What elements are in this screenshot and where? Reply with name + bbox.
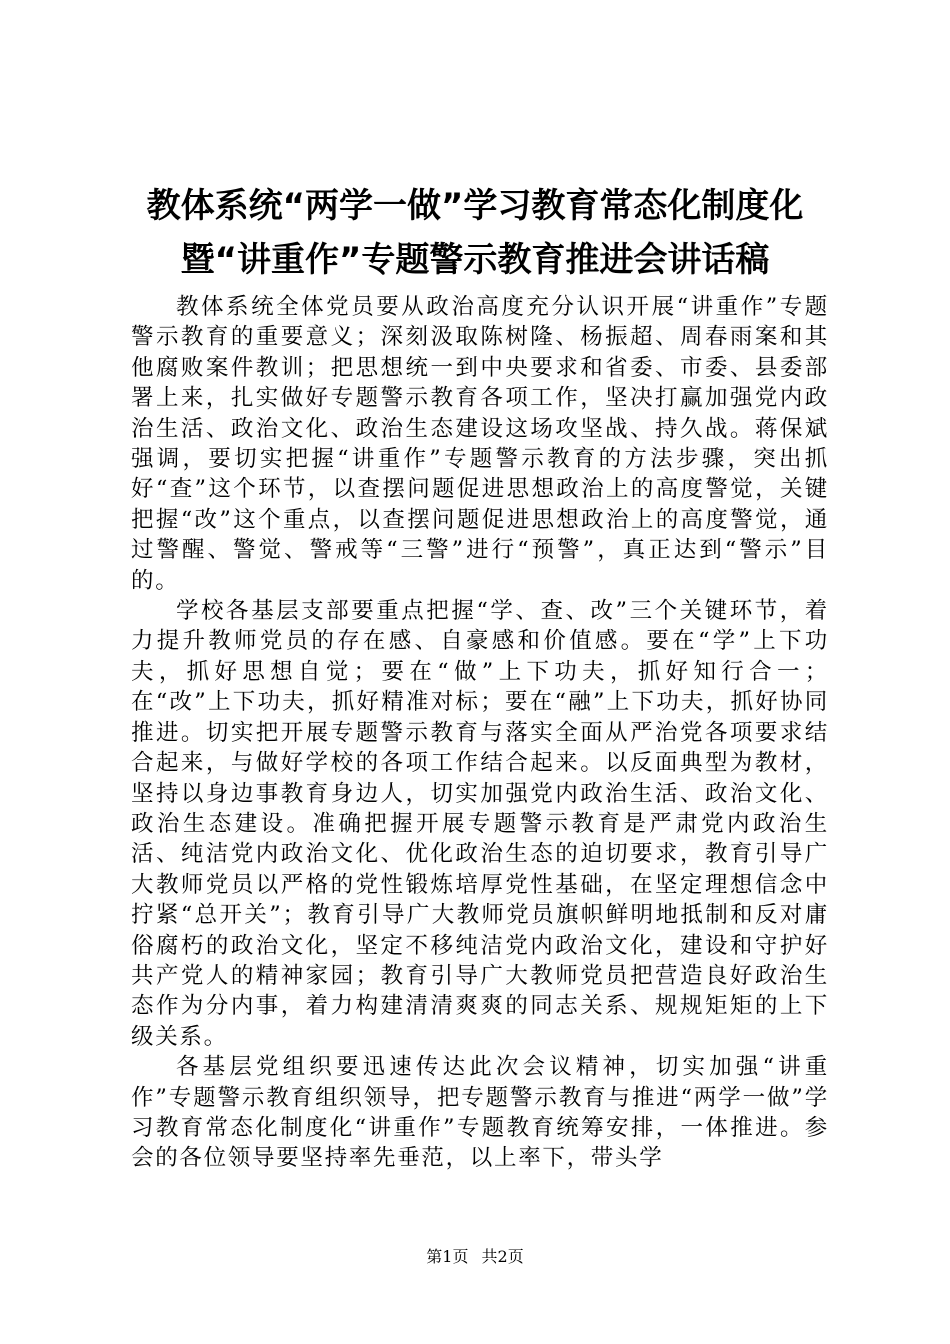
body-paragraph-2: 学校各基层支部要重点把握“学、查、改”三个关键环节，着力提升教师党员的存在感、自豪感和价值感。要在“学”上下功夫，抓好思想自觉；要在“做”上下功夫，抓好知行合一；在“改”上下功夫，抓好精准对标；要在“融”上下功夫，抓好协同推进。切实把开展专题警示教育与落实全面从严治党各项要求结合起来，与做好学校的各项工作结合起来。以反面典型为教材，坚持以身边事教育身边人，切实加强党内政治生活、政治文化、政治生态建设。准确把握开展专题警示教育是严肃党内政治生活、纯洁党内政治文化、优化政治生态的迫切要求，教育引导广大教师党员以严格的党性锻炼培厚党性基础，在坚定理想信念中拧紧“总开关”；教育引导广大教师党员旗帜鲜明地抵制和反对庸俗腐朽的政治文化，坚定不移纯洁党内政治文化，建设和守护好共产党人的精神家园；教育引导广大教师党员把营造良好政治生态作为分内事，着力构建清清爽爽的同志关系、规规矩矩的上下级关系。 [131,598,829,1050]
page-total: 共2页 [481,1247,524,1266]
page-footer [0,1247,950,1267]
document-title-line-2: 暨“讲重作”专题警示教育推进会讲话稿 [180,240,770,280]
body-paragraph-3: 各基层党组织要迅速传达此次会议精神，切实加强“讲重作”专题警示教育组织领导，把专题警示教育与推进“两学一做”学习教育常态化制度化“讲重作”专题教育统筹安排，一体推进。参会的各位领导要坚持率先垂范，以上率下，带头学 [131,1054,829,1172]
body-paragraph-1: 教体系统全体党员要从政治高度充分认识开展“讲重作”专题警示教育的重要意义；深刻汲取陈树隆、杨振超、周春雨案和其他腐败案件教训；把思想统一到中央要求和省委、市委、县委部署上来，扎实做好专题警示教育各项工作，坚决打赢加强党内政治生活、政治文化、政治生态建设这场攻坚战、持久战。蒋保斌强调，要切实把握“讲重作”专题警示教育的方法步骤，突出抓好“查”这个环节，以查摆问题促进思想政治上的高度警觉，关键把握“改”这个重点，以查摆问题促进思想政治上的高度警觉，通过警醒、警觉、警戒等“三警”进行“预警”，真正达到“警示”目的。 [131,294,829,594]
page-number: 第1页 [426,1247,469,1266]
document-body [131,292,829,1174]
document-title-line-1: 教体系统“两学一做”学习教育常态化制度化 [146,186,804,226]
